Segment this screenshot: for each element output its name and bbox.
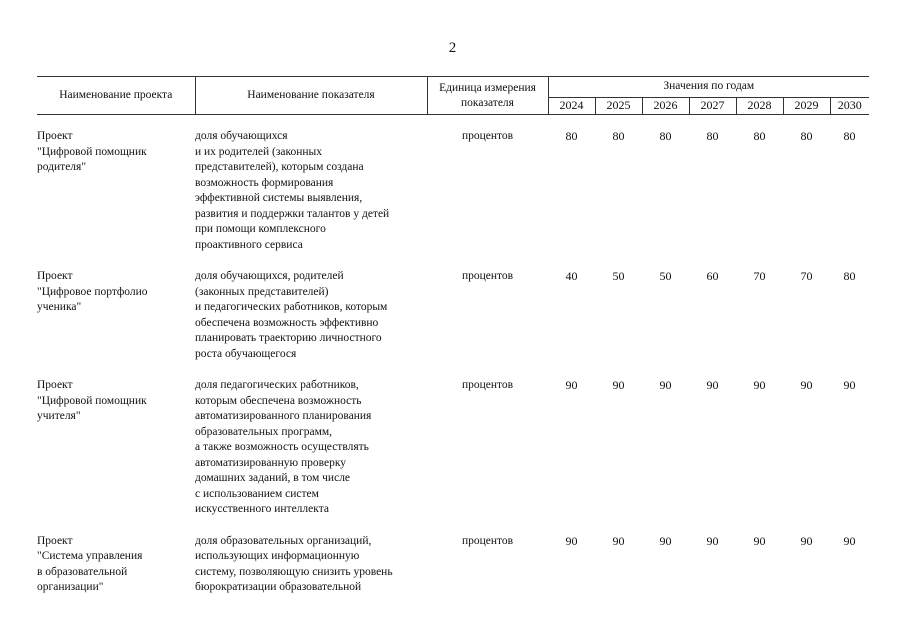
value-cell: 90 <box>800 533 813 548</box>
value-cell: 40 <box>565 269 578 283</box>
value-cell: 80 <box>612 129 625 143</box>
header-project-name: Наименование проекта <box>37 77 195 115</box>
value-cell: 50 <box>612 269 625 283</box>
value-cell: 80 <box>753 129 766 143</box>
value-cell: 80 <box>565 129 578 143</box>
header-unit: Единица измерения показателя <box>427 77 548 115</box>
value-cell: 80 <box>659 129 672 143</box>
value-cell: 60 <box>706 269 719 283</box>
header-year: 2028 <box>736 98 783 115</box>
value-cell: 90 <box>843 533 856 548</box>
table-row <box>37 378 869 518</box>
project-name-cell: Проект "Цифровой помощник учителя" <box>37 379 147 422</box>
unit-cell: процентов <box>461 270 514 282</box>
unit-cell: процентов <box>461 534 514 547</box>
value-cell: 90 <box>565 533 578 548</box>
unit-cell: процентов <box>461 379 514 391</box>
table-row <box>37 534 869 596</box>
indicators-table <box>37 76 869 596</box>
page-number: 2 <box>448 40 457 56</box>
value-cell: 90 <box>565 378 578 392</box>
unit-cell: процентов <box>461 130 514 142</box>
header-year: 2027 <box>689 98 736 115</box>
header-year: 2025 <box>595 98 642 115</box>
header-year: 2029 <box>783 98 830 115</box>
indicator-name-cell: доля педагогических работников, которым обеспечена возможность автоматизированного планирования образовательных программ, а также возможность осуществлять автоматизированную проверку домашних заданий, в том числе с использованием систем искусственного интеллекта <box>195 379 372 515</box>
value-cell: 70 <box>753 269 766 283</box>
value-cell: 80 <box>843 269 856 283</box>
header-year: 2026 <box>642 98 689 115</box>
value-cell: 80 <box>843 129 856 143</box>
indicator-name-cell: доля обучающихся, родителей (законных представителей) и педагогических работников, которым обеспечена возможность эффективно планировать траекторию личностного роста обучающегося <box>195 270 388 360</box>
project-name-cell: Проект "Система управления в образовательной организации" <box>37 534 143 593</box>
project-name-cell: Проект "Цифровой помощник родителя" <box>37 130 147 173</box>
value-cell: 90 <box>706 378 719 392</box>
value-cell: 80 <box>706 129 719 143</box>
indicator-name-cell: доля образовательных организаций, использующих информационную систему, позволяющую снизить уровень бюрократизации образовательной <box>195 534 393 593</box>
value-cell: 80 <box>800 129 813 143</box>
header-indicator-name: Наименование показателя <box>195 77 427 115</box>
table-row <box>37 269 869 362</box>
project-name-cell: Проект "Цифровое портфолио ученика" <box>37 270 148 313</box>
value-cell: 90 <box>706 533 719 548</box>
value-cell: 90 <box>843 378 856 392</box>
table-row <box>37 129 869 253</box>
value-cell: 50 <box>659 269 672 283</box>
header-year: 2030 <box>830 98 869 115</box>
value-cell: 90 <box>612 378 625 392</box>
header-values-by-year: Значения по годам <box>548 77 869 98</box>
value-cell: 70 <box>800 269 813 283</box>
value-cell: 90 <box>800 378 813 392</box>
value-cell: 90 <box>753 378 766 392</box>
value-cell: 90 <box>659 533 672 548</box>
value-cell: 90 <box>753 533 766 548</box>
header-year: 2024 <box>548 98 595 115</box>
indicator-name-cell: доля обучающихся и их родителей (законных представителей), которым создана возможность формирования эффективной системы выявления, развития и поддержки талантов у детей при помощи комплексного проактивного сервиса <box>195 130 390 251</box>
value-cell: 90 <box>659 378 672 392</box>
value-cell: 90 <box>612 533 625 548</box>
table-header <box>37 77 869 115</box>
